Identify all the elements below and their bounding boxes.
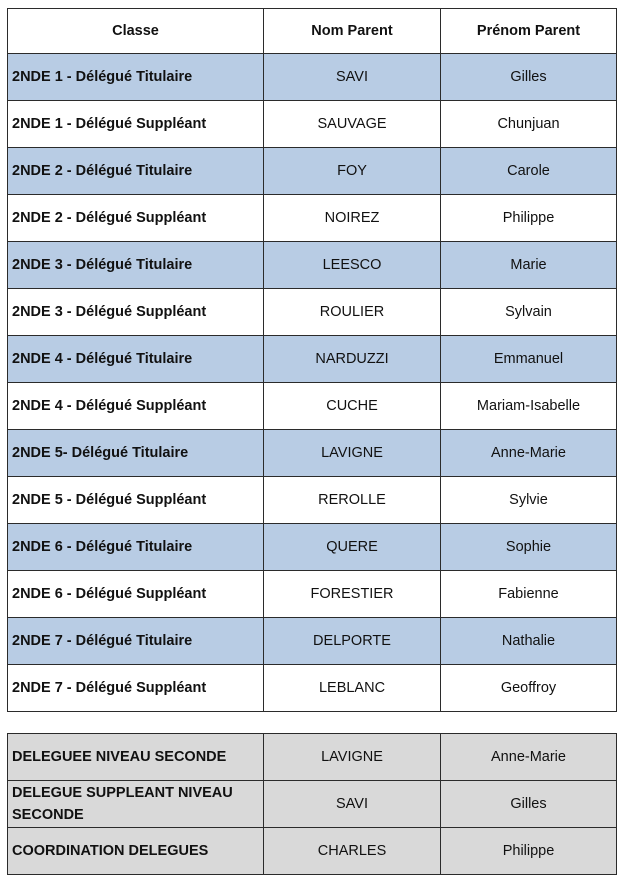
header-nom-parent: Nom Parent: [264, 9, 441, 54]
summary-row: [8, 781, 617, 828]
cell-nom-parent: DELPORTE: [264, 618, 441, 665]
cell-nom-parent: SAVI: [264, 781, 441, 828]
cell-prenom-parent: Sophie: [441, 524, 617, 571]
table-row: [8, 477, 617, 524]
header-classe: Classe: [8, 9, 264, 54]
cell-prenom-parent: Mariam-Isabelle: [441, 383, 617, 430]
summary-table: [7, 733, 617, 875]
cell-nom-parent: LEBLANC: [264, 665, 441, 712]
header-prenom-parent: Prénom Parent: [441, 9, 617, 54]
cell-classe: 2NDE 2 - Délégué Suppléant: [8, 195, 264, 242]
cell-classe: DELEGUE SUPPLEANT NIVEAU SECONDE: [8, 781, 264, 828]
cell-prenom-parent: Carole: [441, 148, 617, 195]
cell-prenom-parent: Gilles: [441, 54, 617, 101]
cell-prenom-parent: Anne-Marie: [441, 430, 617, 477]
table-row: [8, 54, 617, 101]
cell-classe: 2NDE 3 - Délégué Suppléant: [8, 289, 264, 336]
table-row: [8, 571, 617, 618]
cell-nom-parent: SAUVAGE: [264, 101, 441, 148]
summary-row: [8, 734, 617, 781]
table-row: [8, 101, 617, 148]
cell-nom-parent: FORESTIER: [264, 571, 441, 618]
cell-prenom-parent: Nathalie: [441, 618, 617, 665]
cell-prenom-parent: Geoffroy: [441, 665, 617, 712]
cell-nom-parent: CHARLES: [264, 828, 441, 875]
cell-nom-parent: NARDUZZI: [264, 336, 441, 383]
cell-nom-parent: NOIREZ: [264, 195, 441, 242]
cell-nom-parent: LEESCO: [264, 242, 441, 289]
table-row: [8, 148, 617, 195]
delegates-table: [7, 8, 617, 712]
cell-classe: 2NDE 6 - Délégué Suppléant: [8, 571, 264, 618]
cell-nom-parent: ROULIER: [264, 289, 441, 336]
cell-classe: 2NDE 7 - Délégué Suppléant: [8, 665, 264, 712]
table-row: [8, 336, 617, 383]
table-row: [8, 195, 617, 242]
cell-classe: 2NDE 4 - Délégué Titulaire: [8, 336, 264, 383]
cell-prenom-parent: Sylvain: [441, 289, 617, 336]
cell-nom-parent: LAVIGNE: [264, 430, 441, 477]
cell-classe: COORDINATION DELEGUES: [8, 828, 264, 875]
summary-row: [8, 828, 617, 875]
cell-prenom-parent: Sylvie: [441, 477, 617, 524]
table-row: [8, 289, 617, 336]
cell-prenom-parent: Chunjuan: [441, 101, 617, 148]
header-row: [8, 9, 617, 54]
cell-nom-parent: REROLLE: [264, 477, 441, 524]
cell-prenom-parent: Anne-Marie: [441, 734, 617, 781]
cell-prenom-parent: Emmanuel: [441, 336, 617, 383]
table-row: [8, 430, 617, 477]
cell-nom-parent: QUERE: [264, 524, 441, 571]
table-row: [8, 383, 617, 430]
cell-prenom-parent: Gilles: [441, 781, 617, 828]
cell-prenom-parent: Philippe: [441, 195, 617, 242]
cell-nom-parent: FOY: [264, 148, 441, 195]
cell-nom-parent: CUCHE: [264, 383, 441, 430]
cell-classe: 2NDE 4 - Délégué Suppléant: [8, 383, 264, 430]
cell-classe: 2NDE 1 - Délégué Suppléant: [8, 101, 264, 148]
cell-classe: 2NDE 5 - Délégué Suppléant: [8, 477, 264, 524]
cell-classe: 2NDE 6 - Délégué Titulaire: [8, 524, 264, 571]
cell-classe: DELEGUEE NIVEAU SECONDE: [8, 734, 264, 781]
cell-classe: 2NDE 7 - Délégué Titulaire: [8, 618, 264, 665]
cell-classe: 2NDE 3 - Délégué Titulaire: [8, 242, 264, 289]
cell-classe: 2NDE 2 - Délégué Titulaire: [8, 148, 264, 195]
cell-prenom-parent: Philippe: [441, 828, 617, 875]
table-row: [8, 242, 617, 289]
cell-prenom-parent: Fabienne: [441, 571, 617, 618]
table-row: [8, 665, 617, 712]
cell-prenom-parent: Marie: [441, 242, 617, 289]
cell-nom-parent: LAVIGNE: [264, 734, 441, 781]
cell-classe: 2NDE 1 - Délégué Titulaire: [8, 54, 264, 101]
table-row: [8, 618, 617, 665]
table-row: [8, 524, 617, 571]
cell-classe: 2NDE 5- Délégué Titulaire: [8, 430, 264, 477]
cell-nom-parent: SAVI: [264, 54, 441, 101]
